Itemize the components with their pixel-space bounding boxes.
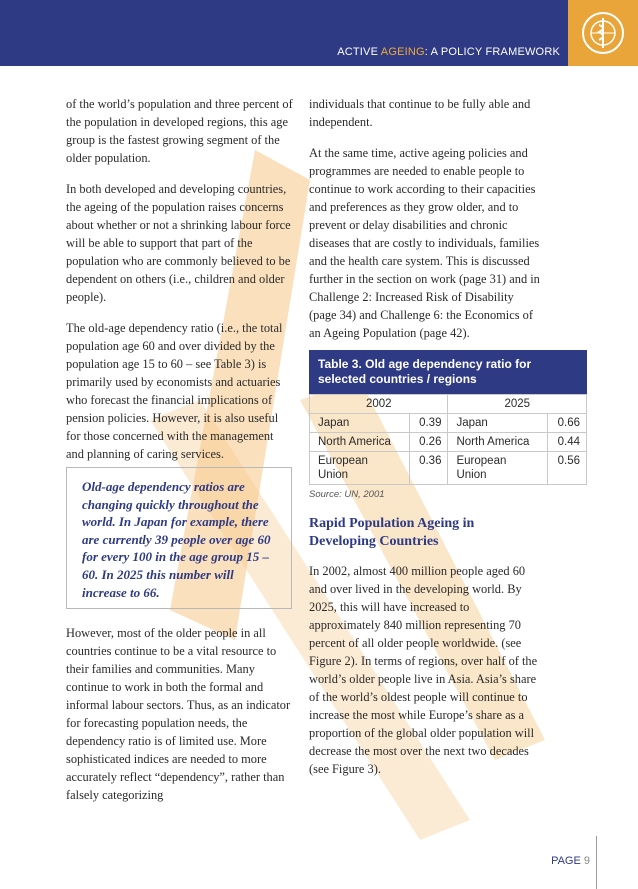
paragraph: The old-age dependency ratio (i.e., the total population age 60 and over divided by the population age 15 to 60 – see Table 3) is primarily used by economists and actuaries who forecast the financial implications of pension policies. However, it is also useful for those concerned with the management and planning of caring services. — [66, 321, 283, 461]
table-cell-value: 0.44 — [548, 433, 587, 452]
paragraph: In both developed and developing countries, the ageing of the population raises concerns about whether or not a shrinking labour force will be able to support that part of the population who are commonly believed to be dependent on others (i.e., children and older people). — [66, 182, 291, 304]
page-label-text: PAGE — [551, 855, 584, 867]
page-number-label — [551, 855, 590, 867]
dependency-ratio-table — [309, 350, 587, 500]
pull-quote-text: Old-age dependency ratios are changing quickly throughout the world. In Japan for example, there are currently 39 people over age 60 for every 100 in the age group 15 – 60. In 2025 this number will increase to 66. — [82, 479, 271, 600]
table-cell-value: 0.56 — [548, 452, 587, 485]
table-title: Table 3. Old age dependency ratio for selected countries / regions — [309, 350, 587, 394]
paragraph: individuals that continue to be fully able and independent. — [309, 97, 531, 129]
table-row — [310, 414, 587, 433]
paragraph: At the same time, active ageing policies and programmes are needed to enable people to continue to work according to their capacities and preferences as they grow older, and to prevent or delay disabilities and chronic diseases that are costly to individuals, families and the health care system. This is discussed further in the section on work (page 31) and in Challenge 2: Increased Risk of Disability (page 34) and Challenge 6: the Economics of an Ageing Population (page 42). — [309, 146, 540, 340]
pull-quote-box — [66, 467, 292, 609]
table-cell-region: European Union — [310, 452, 410, 485]
table-header-2002: 2002 — [310, 395, 448, 414]
table-row — [310, 433, 587, 452]
table-grid — [309, 394, 587, 485]
table-cell-value: 0.39 — [409, 414, 448, 433]
table-header-row — [310, 395, 587, 414]
running-title-accent: AGEING — [380, 46, 425, 58]
table-cell-region: North America — [310, 433, 410, 452]
column-left-bottom — [66, 624, 294, 817]
table-cell-region: Japan — [310, 414, 410, 433]
column-right-bottom — [309, 562, 541, 791]
paragraph: However, most of the older people in all countries continue to be a vital resource to their families and communities. Many continue to work in both the formal and informal labour sectors. Thus, as an indicator for forecasting population needs, the dependency ratio is of limited use. More sophisticated indices are needed to more accurately reflect “dependency”, rather than falsely categorizing — [66, 626, 291, 802]
table-cell-region: North America — [448, 433, 548, 452]
footer-divider — [596, 836, 597, 889]
page-number: 9 — [583, 855, 590, 867]
table-source: Source: UN, 2001 — [309, 489, 385, 500]
running-title-suffix: : A POLICY FRAMEWORK — [424, 46, 560, 58]
paragraph: In 2002, almost 400 million people aged 60 and over lived in the developing world. By 2025, this will have increased to approximately 840 million representing 70 percent of all older people worldwide. (see Figure 2). In terms of regions, over half of the world’s older people live in Asia. Asia’s share of the world’s oldest people will continue to increase the most while Europe’s share as a proportion of the global older population will decrease the most over the next two decades (see Figure 3). — [309, 564, 538, 776]
table-cell-value: 0.66 — [548, 414, 587, 433]
table-cell-value: 0.36 — [409, 452, 448, 485]
table-cell-region: European Union — [448, 452, 548, 485]
section-heading: Rapid Population Ageing in Developing Countries — [309, 516, 475, 549]
running-title-prefix: ACTIVE — [337, 46, 381, 58]
table-row — [310, 452, 587, 485]
paragraph: of the world’s population and three percent of the population in developed regions, this age group is the fastest growing segment of the older population. — [66, 97, 293, 165]
table-cell-region: Japan — [448, 414, 548, 433]
column-right-top — [309, 95, 541, 355]
column-left-top — [66, 95, 294, 476]
table-header-2025: 2025 — [448, 395, 587, 414]
table-cell-value: 0.26 — [409, 433, 448, 452]
